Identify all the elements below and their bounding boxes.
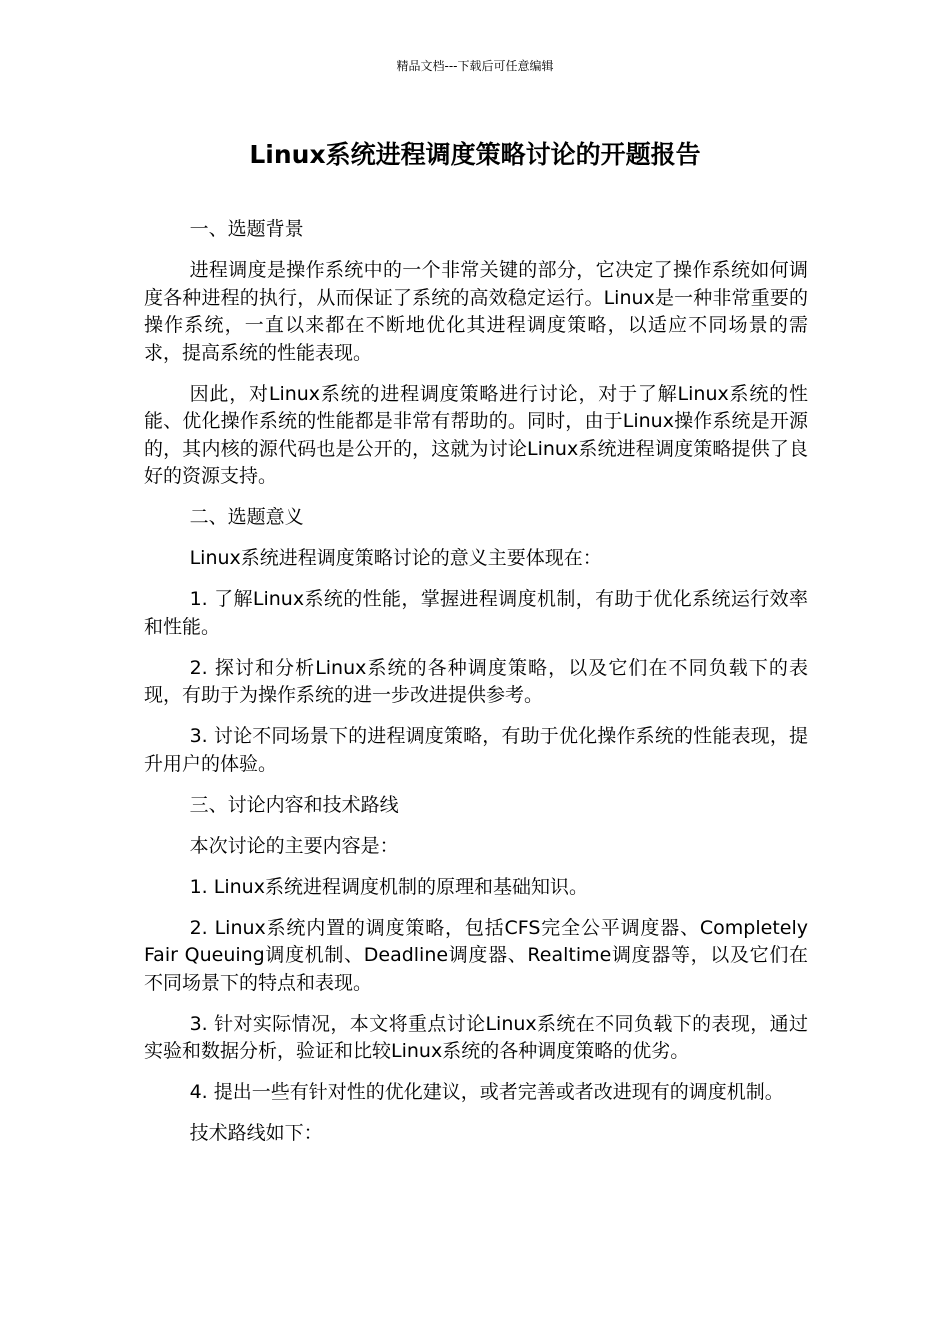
document-body: [144, 216, 808, 1161]
list-item-content-2: 2. Linux系统内置的调度策略，包括CFS完全公平调度器、Completely Fair Queuing调度机制、Deadline调度器、Realtime调度器等，以及它们在不同场景下的特点和表现。: [144, 916, 808, 994]
paragraph-background-1: 进程调度是操作系统中的一个非常关键的部分，它决定了操作系统如何调度各种进程的执行，从而保证了系统的高效稳定运行。Linux是一种非常重要的操作系统，一直以来都在不断地优化其进程调度策略，以适应不同场景的需求，提高系统的性能表现。: [144, 259, 808, 364]
section-heading-significance: 二、选题意义: [189, 506, 304, 528]
list-item-content-4: 4. 提出一些有针对性的优化建议，或者完善或者改进现有的调度机制。: [189, 1081, 784, 1103]
list-item-content-1: 1. Linux系统进程调度机制的原理和基础知识。: [189, 875, 588, 898]
section-heading-background: 一、选题背景: [189, 218, 304, 240]
list-item-significance-2: 2. 探讨和分析Linux系统的各种调度策略，以及它们在不同负载下的表现，有助于为操作系统的进一步改进提供参考。: [144, 656, 808, 706]
list-item-significance-1: 1. 了解Linux系统的性能，掌握进程调度机制，有助于优化系统运行效率和性能。: [144, 588, 808, 638]
list-item-content-3: 3. 针对实际情况，本文将重点讨论Linux系统在不同负载下的表现，通过实验和数据分析，验证和比较Linux系统的各种调度策略的优劣。: [144, 1012, 808, 1062]
document-title: Linux系统进程调度策略讨论的开题报告: [249, 140, 701, 169]
paragraph-background-2: 因此，对Linux系统的进程调度策略进行讨论，对于了解Linux系统的性能、优化操作系统的性能都是非常有帮助的。同时，由于Linux操作系统是开源的，其内核的源代码也是公开的，这就为讨论Linux系统进程调度策略提供了良好的资源支持。: [144, 382, 808, 487]
list-item-significance-3: 3. 讨论不同场景下的进程调度策略，有助于优化操作系统的性能表现，提升用户的体验。: [144, 725, 808, 775]
header-note: 精品文档---下载后可任意编辑: [396, 59, 554, 73]
paragraph-technical-route: 技术路线如下：: [189, 1122, 323, 1144]
section-heading-content: 三、讨论内容和技术路线: [189, 793, 399, 816]
paragraph-significance-intro: Linux系统进程调度策略讨论的意义主要体现在：: [189, 547, 602, 569]
paragraph-content-intro: 本次讨论的主要内容是：: [189, 834, 399, 857]
